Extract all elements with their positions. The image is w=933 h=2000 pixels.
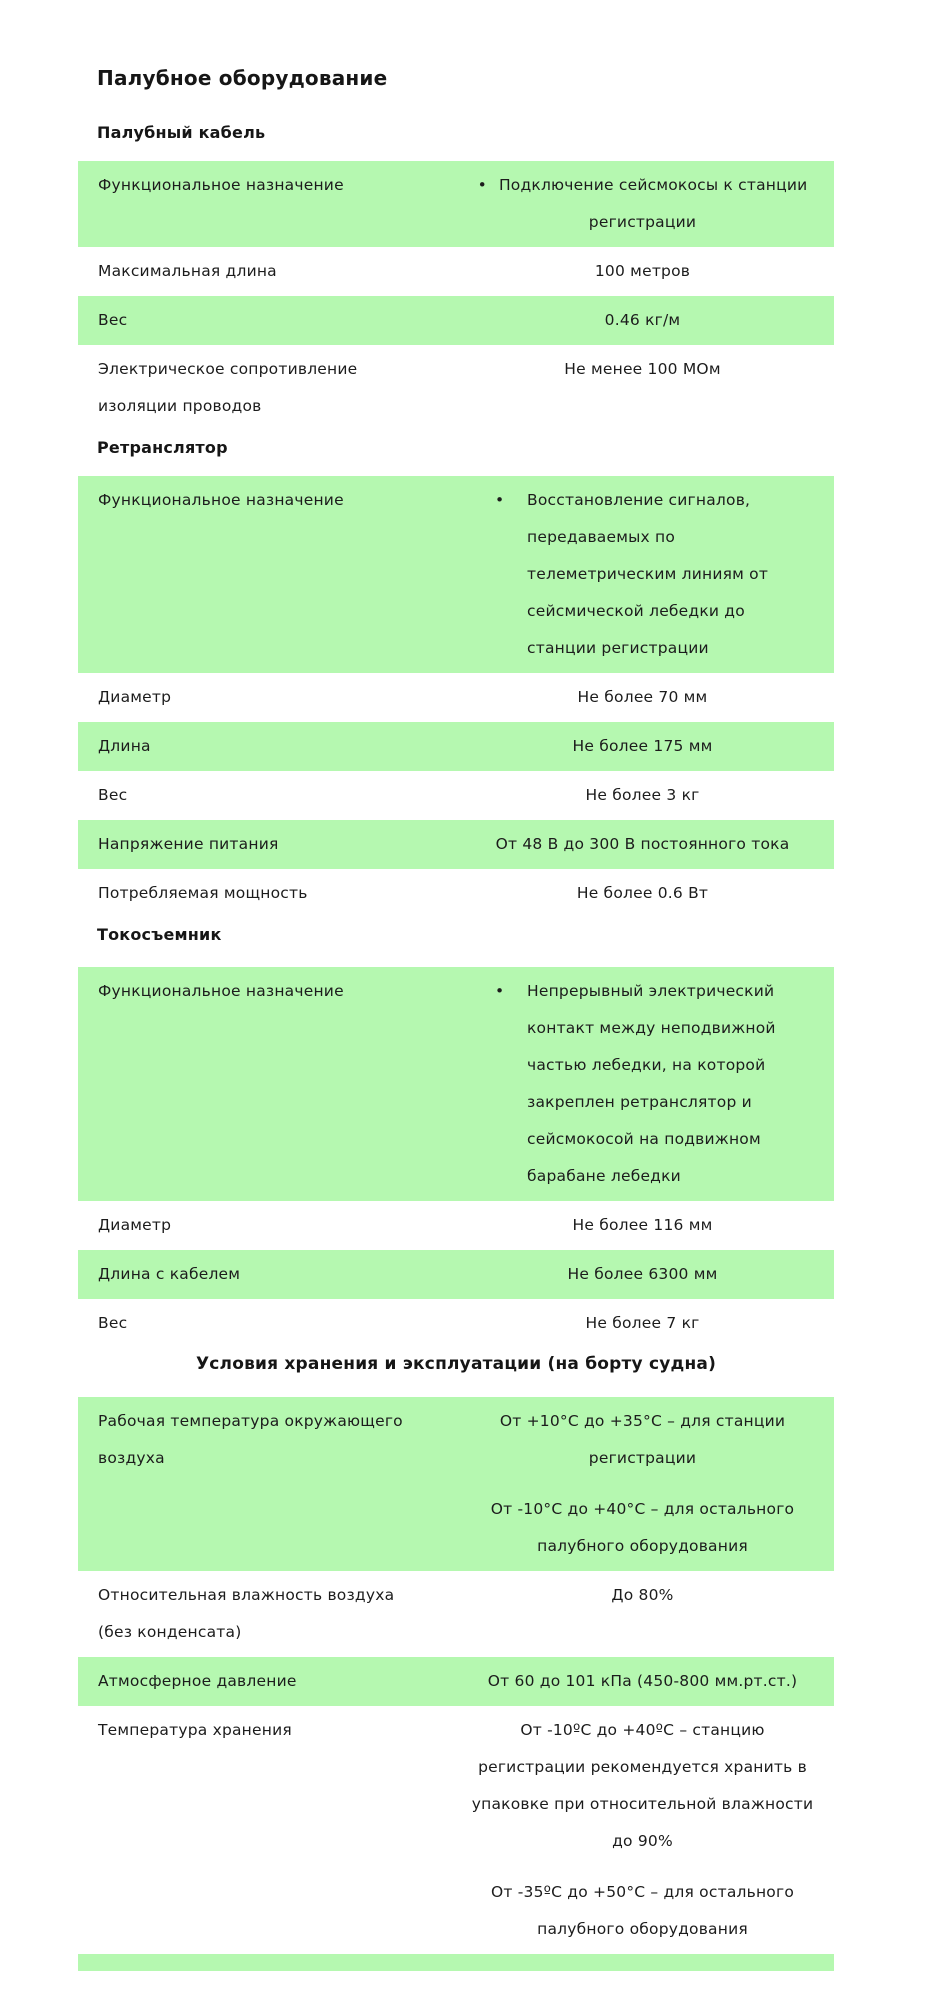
value-paragraph: Не более 70 мм [577,688,708,706]
bullet-text: Подключение сейсмокосы к станции регистрации [498,176,808,231]
value-paragraph: От 60 до 101 кПа (450-800 мм.рт.ст.) [487,1672,798,1690]
value-paragraph: 0.46 кг/м [604,311,681,329]
table-row [78,247,834,296]
row-label: Вес [98,1314,128,1332]
table-row-spacer [78,1954,834,1971]
row-value [455,345,834,431]
row-label: Атмосферное давление [98,1672,297,1690]
value-paragraph: До 80% [611,1586,674,1604]
row-value [455,673,834,722]
table-row [78,476,834,673]
spec-table [78,161,834,431]
row-label: Максимальная длина [98,262,277,280]
row-value [455,1657,834,1706]
section-heading: Ретранслятор [97,438,228,457]
sections-container [78,122,834,1971]
bullet-item [465,973,820,1195]
table-row [78,161,834,247]
bullet-text: Восстановление сигналов, передаваемых по телеметрическим линиям от сейсмической лебедки до станции регистрации [527,491,769,657]
section-heading: Условия хранения и эксплуатации (на борту судна) [195,1354,717,1374]
table-row [78,1299,834,1348]
table-row [78,1397,834,1571]
spec-table [78,967,834,1348]
page-title: Палубное оборудование [97,66,388,90]
row-label: Функциональное назначение [98,982,344,1000]
row-value [455,722,834,771]
row-value [455,1250,834,1299]
table-row [78,296,834,345]
value-paragraph: Не менее 100 МОм [564,360,721,378]
value-paragraph: Не более 7 кг [585,1314,700,1332]
section [78,1352,834,1971]
row-label: Рабочая температура окружающего воздуха [98,1412,403,1467]
spec-table [78,476,834,918]
row-value [455,869,834,918]
table-row [78,869,834,918]
section [78,122,834,431]
section [78,924,834,1348]
row-value [455,967,834,1201]
bullet-item [465,167,820,241]
row-label: Электрическое сопротивление изоляции проводов [98,360,358,415]
row-label: Функциональное назначение [98,176,344,194]
bullet-icon: • [477,176,487,194]
value-paragraph: Не более 3 кг [585,786,700,804]
value-paragraph: 100 метров [594,262,691,280]
row-value [455,161,834,247]
row-value [455,296,834,345]
value-paragraph: От -10°С до +40°С – для остального палубного оборудования [490,1500,795,1555]
row-value [455,771,834,820]
value-paragraph: Не более 0.6 Вт [576,884,709,902]
section-heading: Палубный кабель [97,123,266,142]
table-row [78,1571,834,1657]
table-row [78,1706,834,1954]
value-paragraph: От -10ºС до +40ºС – станцию регистрации рекомендуется хранить в упаковке при относительной влажности до 90% [471,1721,814,1850]
row-label: Функциональное назначение [98,491,344,509]
value-paragraph: Не более 175 мм [572,737,713,755]
bullet-text: Непрерывный электрический контакт между неподвижной частью лебедки, на которой закреплен ретранслятор и сейсмокосой на подвижном барабане лебедки [527,982,776,1185]
section [78,437,834,918]
value-paragraph: От -35ºС до +50°С – для остального палубного оборудования [490,1883,795,1938]
row-label: Диаметр [98,1216,172,1234]
row-label: Температура хранения [98,1721,292,1739]
table-row [78,820,834,869]
row-label: Вес [98,311,128,329]
row-value [455,476,834,673]
row-label: Длина [98,737,151,755]
bullet-icon: • [495,982,505,1000]
row-value [455,1299,834,1348]
value-paragraph: От 48 В до 300 В постоянного тока [495,835,790,853]
table-row [78,1657,834,1706]
table-row [78,722,834,771]
value-paragraph: От +10°С до +35°С – для станции регистрации [499,1412,786,1467]
row-label: Вес [98,786,128,804]
table-row [78,673,834,722]
row-label: Диаметр [98,688,172,706]
value-paragraph: Не более 116 мм [572,1216,713,1234]
table-row [78,771,834,820]
row-value [455,247,834,296]
row-value [455,820,834,869]
value-paragraph: Не более 6300 мм [567,1265,718,1283]
spec-table [78,1397,834,1971]
row-value [455,1706,834,1954]
row-label: Относительная влажность воздуха (без конденсата) [98,1586,395,1641]
table-row [78,967,834,1201]
row-value [455,1571,834,1657]
bullet-icon: • [495,491,505,509]
row-value [455,1397,834,1571]
row-value [455,1201,834,1250]
row-label: Потребляемая мощность [98,884,308,902]
document-page [78,0,834,1971]
section-heading: Токосъемник [97,925,222,944]
row-label: Длина с кабелем [98,1265,241,1283]
table-row [78,345,834,431]
table-row [78,1250,834,1299]
row-label: Напряжение питания [98,835,279,853]
table-row [78,1201,834,1250]
bullet-item [465,482,820,667]
